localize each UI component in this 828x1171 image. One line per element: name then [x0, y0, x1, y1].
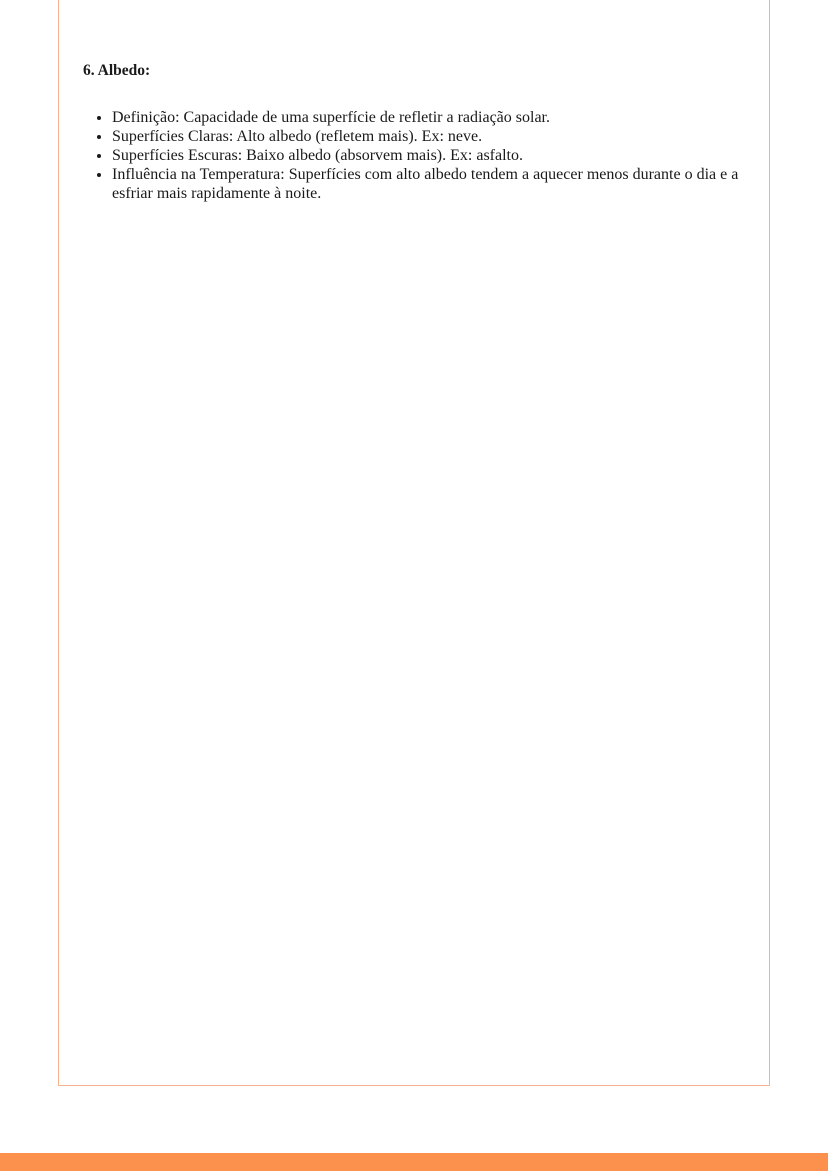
section-heading: 6. Albedo:: [83, 62, 151, 79]
list-item: • Influência na Temperatura: Superfícies com alto albedo tendem a aquecer menos durante o dia e a esfriar mais rapidamente à noite.: [112, 165, 772, 203]
list-item: • Definição: Capacidade de uma superfície de refletir a radiação solar.: [112, 108, 772, 127]
list-item: • Superfícies Escuras: Baixo albedo (absorvem mais). Ex: asfalto.: [112, 146, 772, 165]
footer-bar: [0, 1153, 828, 1171]
albedo-bullet-list: [88, 108, 772, 203]
list-item: • Superfícies Claras: Alto albedo (refletem mais). Ex: neve.: [112, 127, 772, 146]
